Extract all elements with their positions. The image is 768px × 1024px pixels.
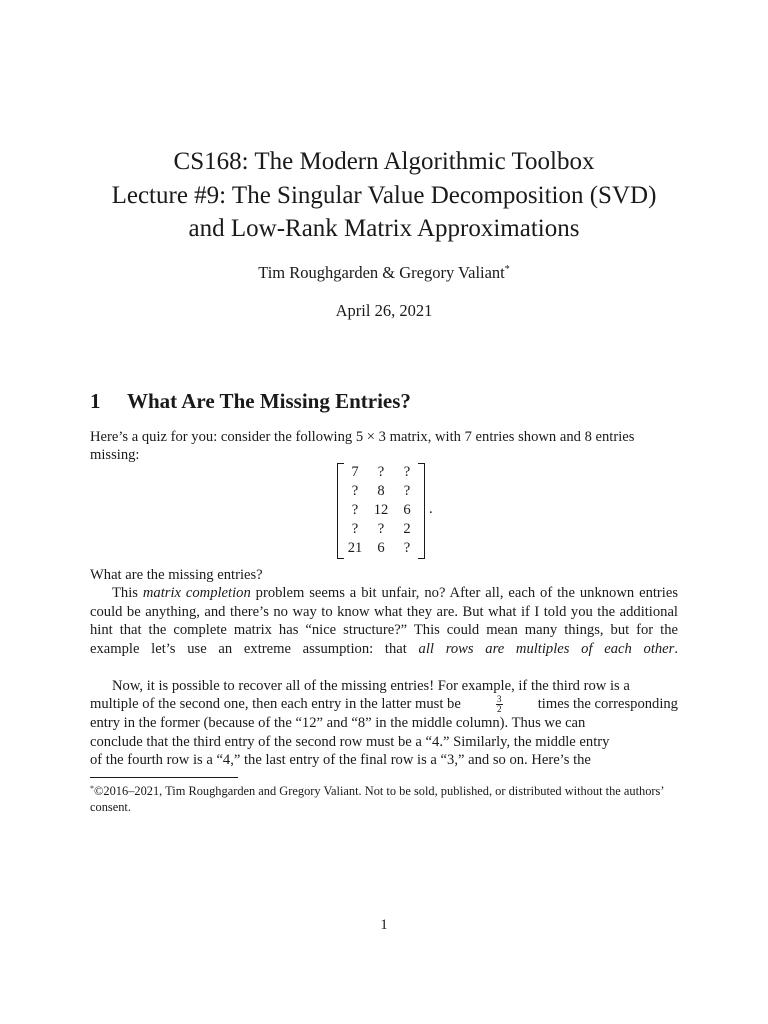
p2-line-4: conclude that the third entry of the second row must be a “4.” Similarly, the middle entry bbox=[90, 734, 610, 750]
fraction-numerator: 3 bbox=[497, 694, 502, 704]
footnote bbox=[90, 781, 678, 815]
fraction-denominator: 2 bbox=[497, 704, 502, 714]
p1-post: . bbox=[674, 640, 678, 657]
p1-pre: This bbox=[112, 585, 143, 601]
p1-body: problem seems a bit unfair, no? After all, each of the unknown entries could be anything, and there’s no way to know what they are. But what if I told you the additional hint that the complete matrix has “nice structure?” This could mean many things, but for the example let’s use an extreme assumption: that bbox=[90, 585, 679, 657]
matrix-cell: 6 bbox=[403, 502, 411, 518]
fraction-three-halves bbox=[496, 695, 503, 714]
title-line-1: CS168: The Modern Algorithmic Toolbox bbox=[173, 148, 595, 175]
authors bbox=[60, 263, 708, 283]
footnote-rule bbox=[90, 777, 238, 778]
matrix-period: . bbox=[429, 501, 433, 517]
matrix-cell: ? bbox=[403, 464, 411, 480]
matrix-cell: ? bbox=[351, 521, 359, 537]
section-number: 1 bbox=[90, 389, 101, 413]
intro-line-2: missing: bbox=[90, 447, 140, 463]
intro-line-1 bbox=[90, 428, 678, 447]
intro-text-1: Here’s a quiz for you: consider the following 5 × 3 matrix, with 7 entries shown and 8 entries bbox=[90, 429, 635, 445]
matrix-cell: ? bbox=[403, 483, 411, 499]
paragraph-1 bbox=[90, 584, 678, 658]
matrix-cell: 6 bbox=[377, 540, 385, 556]
matrix-cell: ? bbox=[403, 540, 411, 556]
p2-line-1: Now, it is possible to recover all of the missing entries! For example, if the third row is a bbox=[112, 678, 630, 694]
matrix-cell: ? bbox=[351, 483, 359, 499]
matrix-cell: ? bbox=[351, 502, 359, 518]
p2-line-2a: multiple of the second one, then each entry in the latter must be bbox=[90, 696, 461, 712]
matrix-cell: ? bbox=[377, 464, 385, 480]
p1-emphasis-1: matrix completion bbox=[142, 585, 251, 601]
section-title: What Are The Missing Entries? bbox=[127, 389, 411, 413]
matrix bbox=[337, 463, 425, 559]
p2-line-3: entry in the former (because of the “12” and “8” in the middle column). Thus we can bbox=[90, 715, 586, 731]
page-number: 1 bbox=[380, 917, 388, 933]
p2-line-2b: times the corresponding bbox=[537, 696, 678, 712]
section-heading bbox=[90, 389, 411, 414]
title-line-3: and Low-Rank Matrix Approximations bbox=[188, 215, 580, 242]
matrix-cell: 2 bbox=[403, 521, 411, 537]
p2-line-2 bbox=[90, 695, 678, 714]
author-names: Tim Roughgarden & Gregory Valiant bbox=[258, 263, 505, 282]
matrix-cell: 8 bbox=[377, 483, 385, 499]
footnote-text: ©2016–2021, Tim Roughgarden and Gregory Valiant. Not to be sold, published, or distributed without the authors’ consent. bbox=[90, 784, 664, 814]
title-line-2: Lecture #9: The Singular Value Decomposition (SVD) bbox=[111, 182, 657, 209]
matrix-cell: 21 bbox=[347, 540, 363, 556]
matrix-cell: ? bbox=[377, 521, 385, 537]
date: April 26, 2021 bbox=[335, 301, 433, 320]
question: What are the missing entries? bbox=[90, 567, 263, 583]
matrix-cell: 12 bbox=[373, 502, 389, 518]
author-footnote-mark: * bbox=[504, 264, 510, 275]
p2-line-5: of the fourth row is a “4,” the last entry of the final row is a “3,” and so on. Here’s the bbox=[90, 752, 591, 768]
p1-emphasis-2: all rows are multiples of each other bbox=[418, 640, 675, 657]
matrix-right-bracket bbox=[418, 463, 425, 559]
matrix-cell: 7 bbox=[351, 464, 359, 480]
footnote-mark: * bbox=[90, 784, 94, 793]
